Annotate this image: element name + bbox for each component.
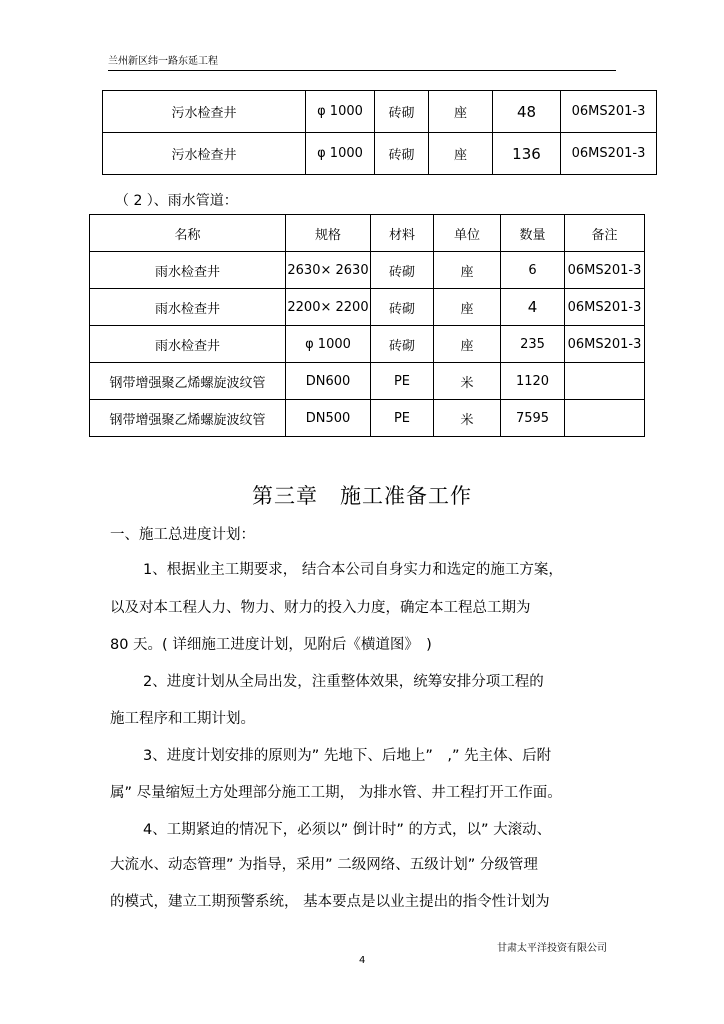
- cell-unit: 座: [429, 91, 493, 133]
- paragraph-line: 3、进度计划安排的原则为” 先地下、后地上” ,” 先主体、后附: [143, 748, 552, 764]
- cell-name: 污水检查井: [103, 91, 306, 133]
- cell-qty: 6: [501, 252, 565, 289]
- table-header-row: [90, 215, 645, 252]
- cell-name: 钢带增强聚乙烯螺旋波纹管: [90, 363, 286, 400]
- cell-qty: 7595: [501, 400, 565, 437]
- cell-material: 砖砌: [371, 326, 434, 363]
- cell-note: 06MS201-3: [565, 326, 645, 363]
- cell-note: 06MS201-3: [561, 91, 657, 133]
- cell-unit: 座: [434, 289, 501, 326]
- paragraph-line: 2、进度计划从全局出发，注重整体效果，统筹安排分项工程的: [143, 674, 544, 690]
- cell-name: 雨水检查井: [90, 289, 286, 326]
- table-row: [90, 289, 645, 326]
- cell-spec: 2630× 2630: [286, 252, 371, 289]
- cell-unit: 座: [434, 252, 501, 289]
- sewage-well-table: [102, 90, 657, 175]
- paragraph-line: 施工程序和工期计划。: [110, 711, 255, 727]
- cell-qty: 136: [493, 133, 561, 175]
- cell-material: 砖砌: [371, 252, 434, 289]
- cell-name: 钢带增强聚乙烯螺旋波纹管: [90, 400, 286, 437]
- paragraph-line: 1、根据业主工期要求， 结合本公司自身实力和选定的施工方案，: [143, 562, 563, 578]
- paragraph-line: 4、工期紧迫的情况下，必须以” 倒计时” 的方式，以” 大滚动、: [143, 822, 552, 838]
- page-number: 4: [359, 955, 366, 966]
- cell-note: 06MS201-3: [565, 289, 645, 326]
- cell-spec: φ 1000: [306, 91, 375, 133]
- cell-unit: 座: [429, 133, 493, 175]
- paragraph-line: 属” 尽量缩短土方处理部分施工工期， 为排水管、井工程打开工作面。: [110, 785, 562, 801]
- header-rule: [108, 70, 616, 71]
- table-row: [90, 326, 645, 363]
- cell-spec: φ 1000: [286, 326, 371, 363]
- col-header-name: 名称: [90, 215, 286, 252]
- cell-unit: 米: [434, 400, 501, 437]
- paragraph-line: 的模式，建立工期预警系统， 基本要点是以业主提出的指令性计划为: [110, 894, 550, 910]
- cell-spec: 2200× 2200: [286, 289, 371, 326]
- rainwater-pipe-table: [89, 214, 645, 437]
- paragraph-line: 80 天。( 详细施工进度计划，见附后《横道图》 ): [110, 637, 432, 653]
- cell-spec: φ 1000: [306, 133, 375, 175]
- table-row: [90, 400, 645, 437]
- col-header-qty: 数量: [501, 215, 565, 252]
- section-heading: 一、施工总进度计划：: [110, 527, 255, 543]
- cell-note: [565, 400, 645, 437]
- cell-material: PE: [371, 363, 434, 400]
- col-header-unit: 单位: [434, 215, 501, 252]
- table-row: [90, 363, 645, 400]
- col-header-spec: 规格: [286, 215, 371, 252]
- paragraph-line: 以及对本工程人力、物力、财力的投入力度，确定本工程总工期为: [110, 600, 531, 616]
- cell-qty: 48: [493, 91, 561, 133]
- cell-material: 砖砌: [371, 289, 434, 326]
- cell-unit: 米: [434, 363, 501, 400]
- cell-name: 雨水检查井: [90, 252, 286, 289]
- cell-note: 06MS201-3: [561, 133, 657, 175]
- cell-spec: DN600: [286, 363, 371, 400]
- footer-company: 甘肃太平洋投资有限公司: [497, 943, 607, 954]
- cell-qty: 4: [501, 289, 565, 326]
- cell-material: PE: [371, 400, 434, 437]
- col-header-material: 材料: [371, 215, 434, 252]
- cell-name: 雨水检查井: [90, 326, 286, 363]
- cell-name: 污水检查井: [103, 133, 306, 175]
- subsection-title: （ 2 ）、雨水管道：: [115, 193, 238, 209]
- cell-spec: DN500: [286, 400, 371, 437]
- cell-qty: 1120: [501, 363, 565, 400]
- chapter-title: 第三章 施工准备工作: [252, 484, 472, 508]
- table-row: [90, 252, 645, 289]
- cell-qty: 235: [501, 326, 565, 363]
- table-row: [103, 91, 657, 133]
- cell-material: 砖砌: [375, 91, 429, 133]
- col-header-note: 备注: [565, 215, 645, 252]
- cell-material: 砖砌: [375, 133, 429, 175]
- cell-unit: 座: [434, 326, 501, 363]
- table-row: [103, 133, 657, 175]
- running-header: 兰州新区纬一路东延工程: [108, 56, 218, 67]
- cell-note: [565, 363, 645, 400]
- paragraph-line: 大流水、动态管理” 为指导，采用” 二级网络、五级计划” 分级管理: [110, 857, 538, 873]
- cell-note: 06MS201-3: [565, 252, 645, 289]
